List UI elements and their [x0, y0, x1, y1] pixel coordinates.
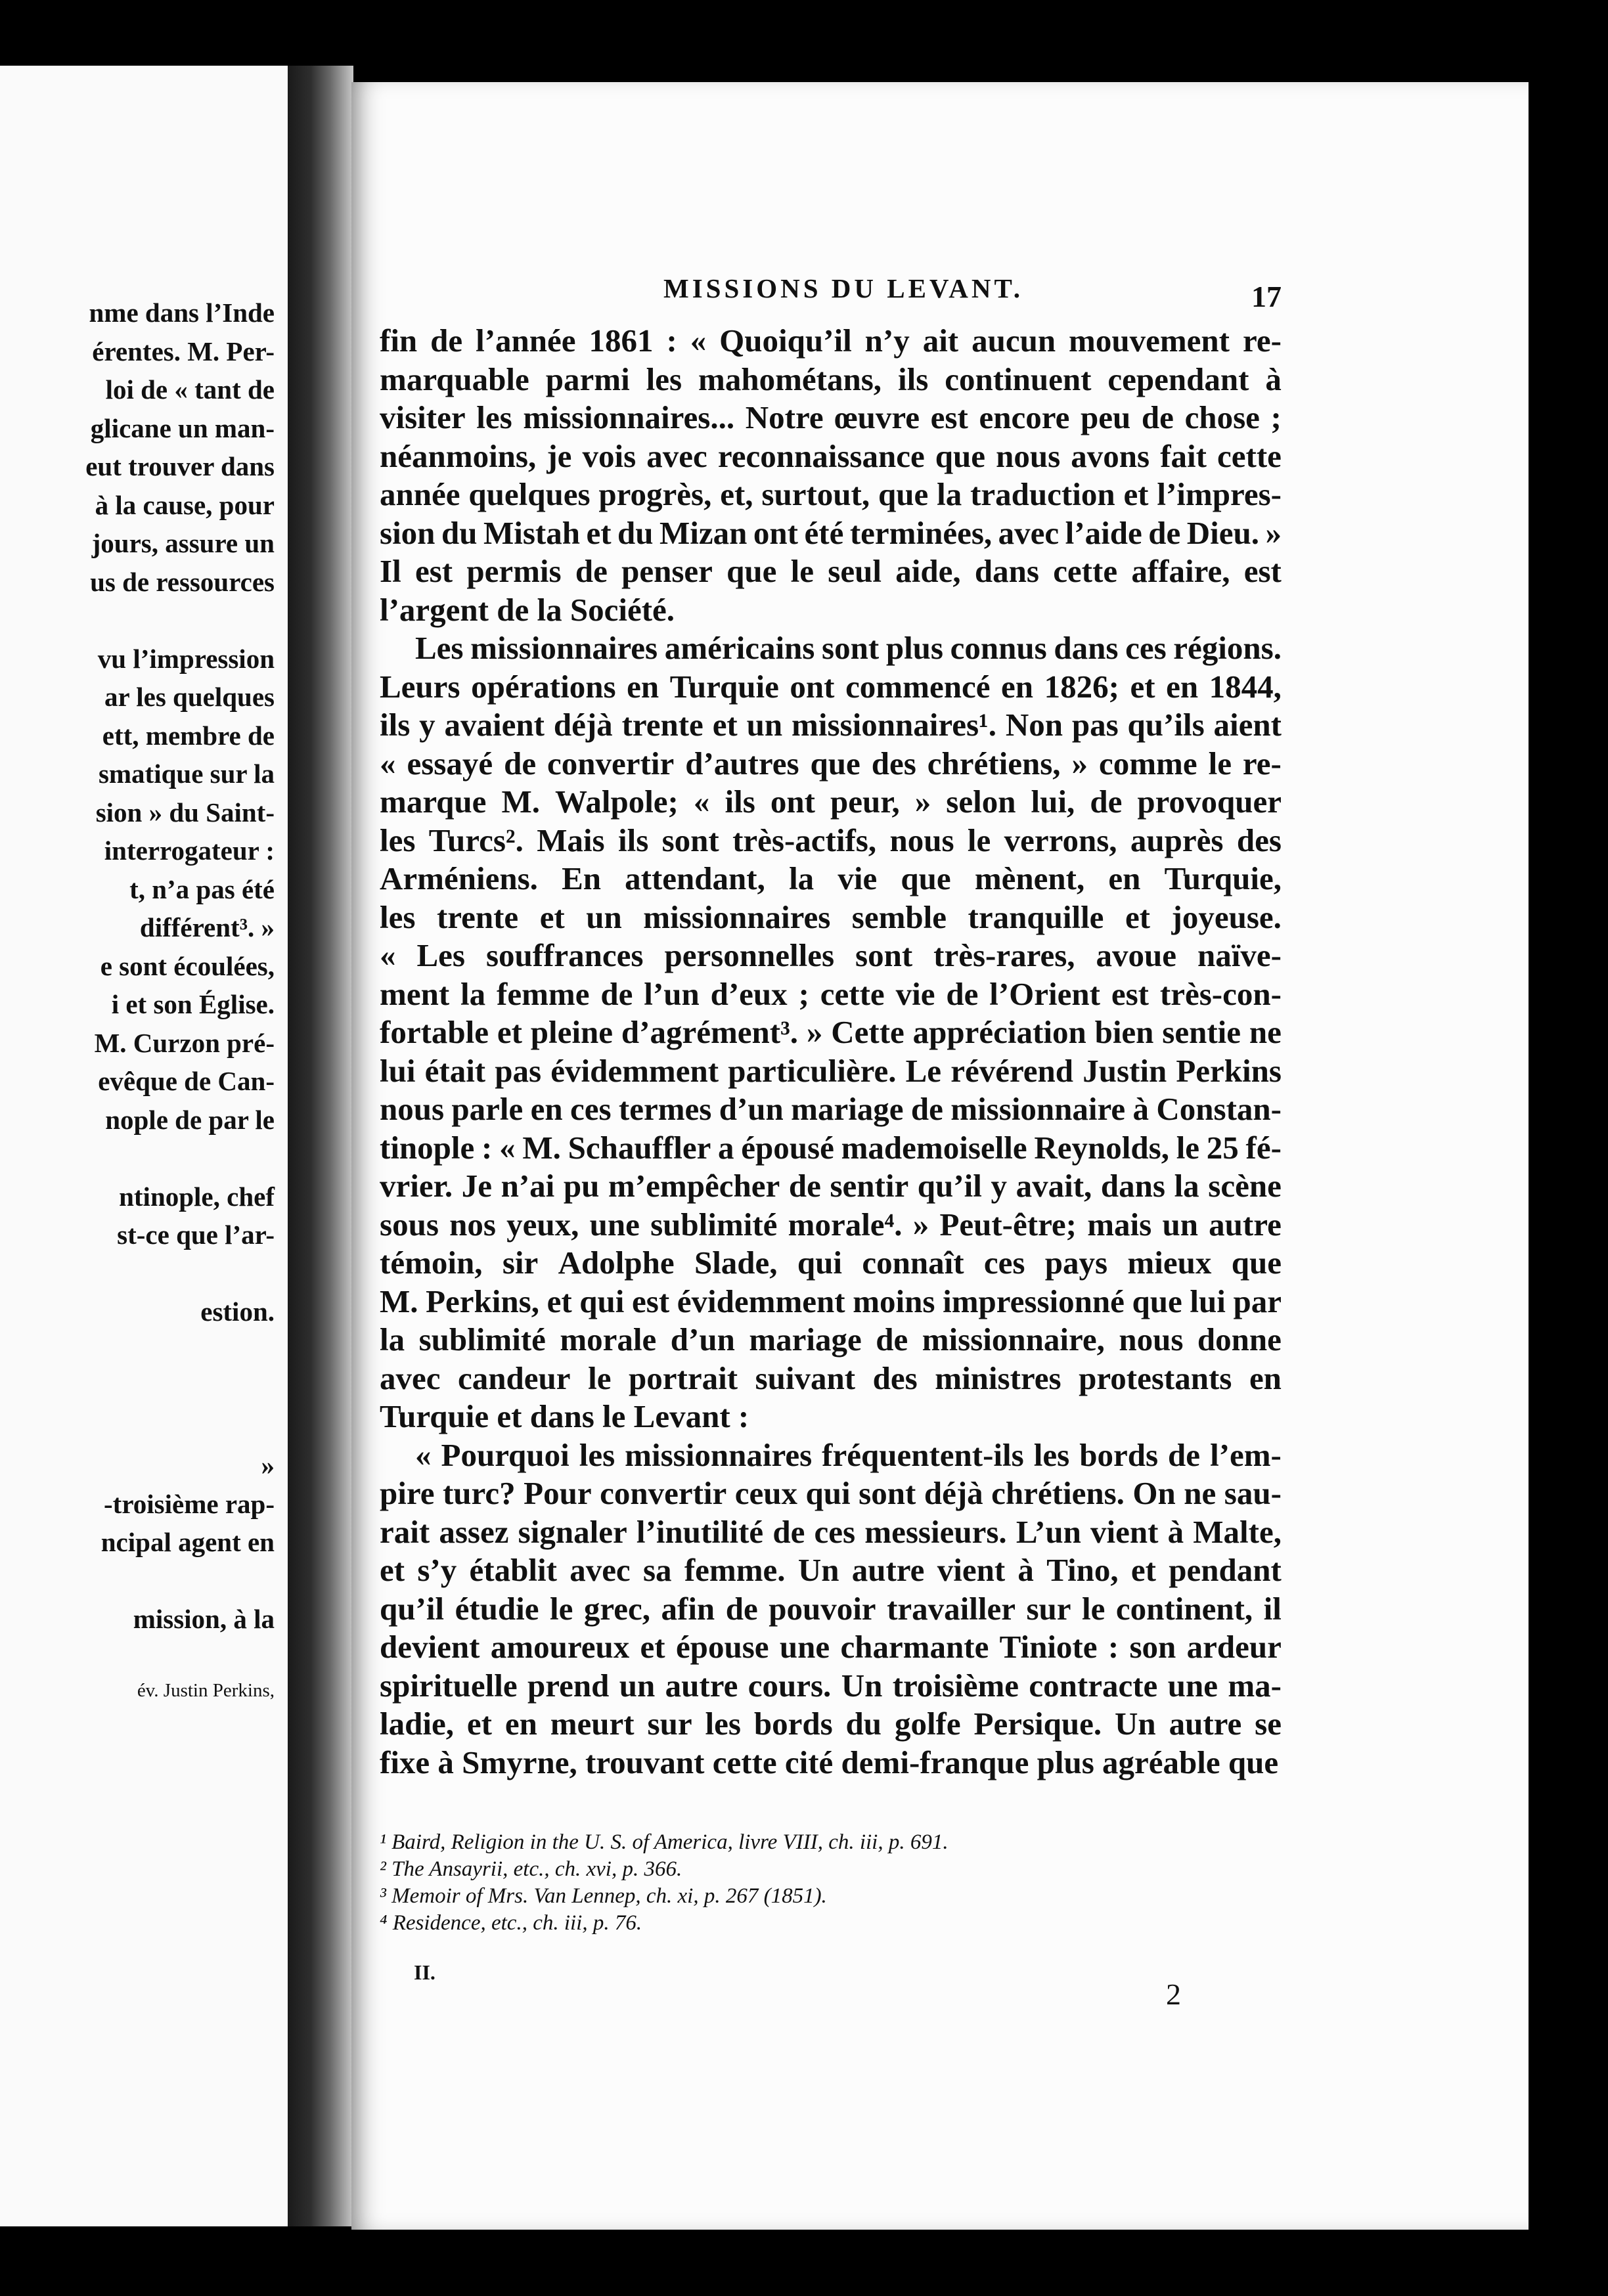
- text-line: nous parle en ces termes d’un mariage de missionnaire à Constan-: [380, 1091, 1282, 1127]
- text-line: tinople : « M. Schauffler a épousé mademoiselle Reynolds, le 25 fé-: [380, 1129, 1282, 1166]
- facing-page-line: ncipal agent en: [100, 1527, 275, 1557]
- text-line: marque M. Walpole; « ils ont peur, » selon lui, de provoquer: [380, 784, 1282, 820]
- footnote: ⁴ Residence, etc., ch. iii, p. 76.: [380, 1911, 642, 1935]
- text-line: ment la femme de l’un d’eux ; cette vie de l’Orient est très-con-: [380, 975, 1282, 1012]
- text-line: néanmoins, je vois avec reconnaissance que nous avons fait cette: [380, 437, 1282, 474]
- text-line: avec candeur le portrait suivant des ministres protestants en: [380, 1359, 1282, 1396]
- text-line: Les missionnaires américains sont plus connus dans ces régions.: [415, 630, 1282, 666]
- text-line: Turquie et dans le Levant :: [380, 1398, 749, 1434]
- body-text: [380, 322, 1282, 1782]
- facing-page-line: ntinople, chef: [119, 1181, 275, 1212]
- text-line: fixe à Smyrne, trouvant cette cité demi-franque plus agréable que: [380, 1744, 1279, 1780]
- page-number: 17: [1251, 280, 1282, 313]
- facing-page-line: eut trouver dans: [85, 451, 275, 481]
- signature-mark: II.: [414, 1960, 436, 1984]
- text-line: Leurs opérations en Turquie ont commencé en 1826; et en 1844,: [380, 668, 1282, 705]
- facing-page-line: ar les quelques: [104, 682, 275, 712]
- text-line: sous nos yeux, une sublimité morale⁴. » Peut-être; mais un autre: [380, 1206, 1282, 1243]
- facing-page-line: »: [261, 1450, 275, 1480]
- text-line: rait assez signaler l’inutilité de ces messieurs. L’un vient à Malte,: [380, 1513, 1282, 1550]
- text-line: pire turc? Pour convertir ceux qui sont déjà chrétiens. On ne sau-: [380, 1475, 1282, 1511]
- text-line: vrier. Je n’ai pu m’empêcher de sentir qu’il y avait, dans la scène: [380, 1168, 1282, 1204]
- facing-page-line: nme dans l’Inde: [89, 298, 275, 328]
- text-line: ladie, et en meurt sur les bords du golfe Persique. Un autre se: [380, 1706, 1282, 1742]
- facing-page-line: us de ressources: [90, 566, 275, 597]
- text-line: fin de l’année 1861 : « Quoiqu’il n’y ait aucun mouvement re-: [380, 322, 1282, 359]
- text-line: les Turcs². Mais ils sont très-actifs, nous le verrons, auprès des: [380, 822, 1282, 858]
- facing-page-line: ett, membre de: [102, 720, 275, 751]
- text-line: lui était pas évidemment particulière. Le révérend Justin Perkins: [380, 1052, 1282, 1089]
- text-line: fortable et pleine d’agrément³. » Cette appréciation bien sentie ne: [380, 1014, 1282, 1050]
- facing-page-line: estion.: [200, 1296, 275, 1327]
- text-line: spirituelle prend un autre cours. Un troisième contracte une ma-: [380, 1667, 1282, 1704]
- facing-page-line: sion » du Saint-: [95, 797, 275, 828]
- facing-page-line: jours, assure un: [91, 528, 275, 558]
- text-line: et s’y établit avec sa femme. Un autre vient à Tino, et pendant: [380, 1552, 1282, 1588]
- facing-page-line: loi de « tant de: [105, 374, 275, 405]
- text-line: témoin, sir Adolphe Slade, qui connaît ces pays mieux que: [380, 1245, 1282, 1281]
- facing-page-line: à la cause, pour: [95, 489, 275, 520]
- footnotes: [380, 1829, 1168, 1937]
- text-line: ils y avaient déjà trente et un missionnaires¹. Non pas qu’ils aient: [380, 707, 1282, 743]
- text-line: « Les souffrances personnelles sont très-rares, avoue naïve-: [380, 937, 1282, 973]
- footnote: ³ Memoir of Mrs. Van Lennep, ch. xi, p. 267 (1851).: [380, 1884, 827, 1908]
- facing-page-line: st-ce que l’ar-: [117, 1220, 275, 1250]
- text-line: « essayé de convertir d’autres que des chrétiens, » comme le re-: [380, 745, 1282, 782]
- facing-page-line: smatique sur la: [98, 759, 275, 789]
- text-line: l’argent de la Société.: [380, 591, 675, 628]
- text-line: les trente et un missionnaires semble tranquille et joyeuse.: [380, 898, 1282, 935]
- text-line: qu’il étudie le grec, afin de pouvoir travailler sur le continent, il: [380, 1590, 1282, 1627]
- facing-page-line: vu l’impression: [97, 643, 275, 674]
- facing-page-line: -troisième rap-: [104, 1488, 275, 1519]
- text-line: la sublimité morale d’un mariage de missionnaire, nous donne: [380, 1321, 1282, 1358]
- facing-page-line: év. Justin Perkins,: [137, 1680, 275, 1701]
- text-line: « Pourquoi les missionnaires fréquentent-ils les bords de l’em-: [415, 1436, 1282, 1473]
- facing-page-line: érentes. M. Per-: [92, 336, 275, 366]
- facing-page-line: différent³. »: [139, 912, 275, 942]
- text-line: marquable parmi les mahométans, ils continuent cependant à: [380, 361, 1282, 397]
- book-gutter: [288, 66, 353, 2226]
- text-line: année quelques progrès, et, surtout, que la traduction et l’impres-: [380, 476, 1282, 512]
- text-line: Arméniens. En attendant, la vie que mènent, en Turquie,: [380, 860, 1282, 896]
- facing-page-line: M. Curzon pré-: [94, 1027, 275, 1058]
- facing-page-line: e sont écoulées,: [100, 950, 275, 981]
- facing-page-line: evêque de Can-: [98, 1066, 275, 1096]
- text-line: visiter les missionnaires... Notre œuvre est encore peu de chose ;: [380, 399, 1282, 435]
- text-line: M. Perkins, et qui est évidemment moins impressionné que lui par: [380, 1283, 1282, 1319]
- facing-page-line: t, n’a pas été: [129, 873, 275, 904]
- facing-page: [0, 66, 289, 2226]
- facing-page-line: glicane un man-: [90, 412, 275, 443]
- text-line: devient amoureux et épouse une charmante Tiniote : son ardeur: [380, 1629, 1282, 1665]
- facing-page-line: i et son Église.: [111, 989, 275, 1019]
- text-line: sion du Mistah et du Mizan ont été terminées, avec l’aide de Dieu. »: [380, 514, 1282, 551]
- running-head: MISSIONS DU LEVANT.: [663, 273, 1024, 303]
- text-line: Il est permis de penser que le seul aide, dans cette affaire, est: [380, 553, 1282, 589]
- facing-page-line: nople de par le: [105, 1104, 275, 1135]
- footnote: ¹ Baird, Religion in the U. S. of America, livre VIII, ch. iii, p. 691.: [380, 1830, 949, 1854]
- gathering-number: 2: [1166, 1977, 1181, 2011]
- facing-page-line: mission, à la: [133, 1604, 275, 1634]
- footnote: ² The Ansayrii, etc., ch. xvi, p. 366.: [380, 1857, 682, 1881]
- facing-page-line: interrogateur :: [104, 835, 275, 866]
